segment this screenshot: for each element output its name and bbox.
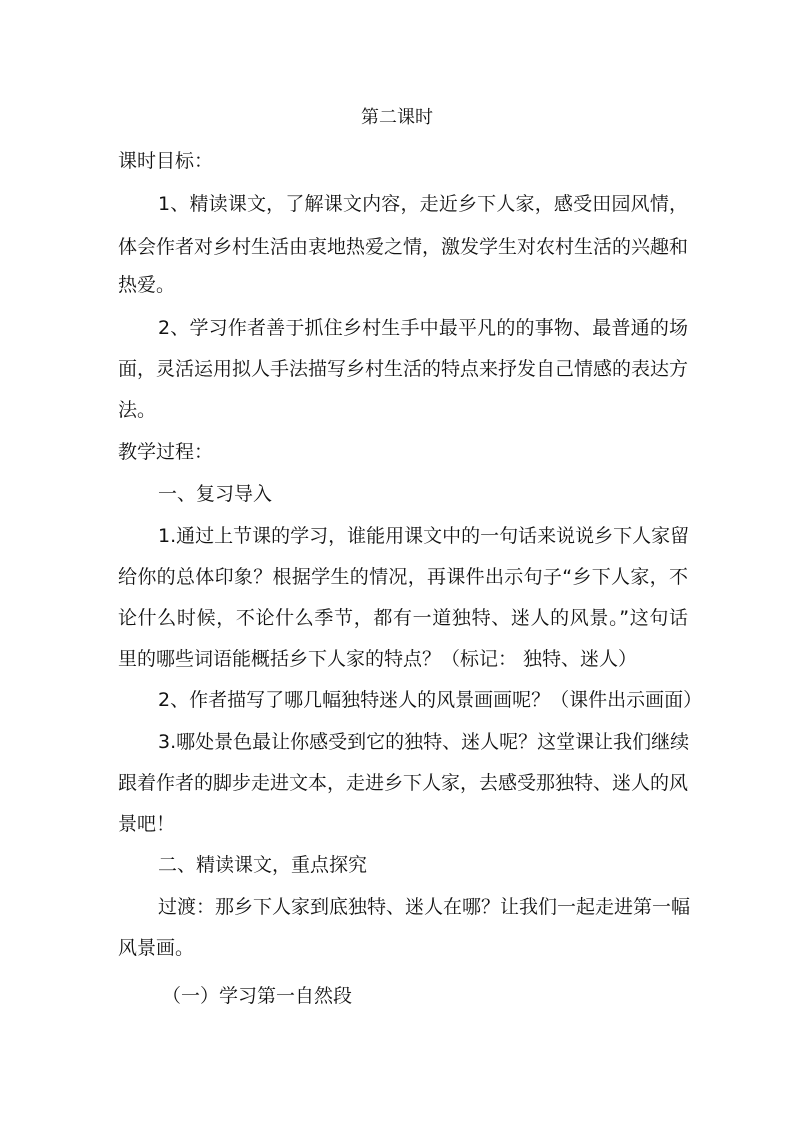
- objective-2-line-1: 2、学习作者善于抓住乡村生手中最平凡的的事物、最普通的场: [158, 317, 688, 339]
- section-1-para-1-line-1: 1.通过上节课的学习，谁能用课文中的一句话来说说乡下人家留: [158, 525, 690, 547]
- objective-2-line-2: 面，灵活运用拟人手法描写乡村生活的特点来抒发自己情感的表达方: [118, 358, 689, 380]
- objective-2-line-3: 法。: [118, 399, 157, 421]
- objective-1-line-3: 热爱。: [118, 274, 176, 296]
- section-1-para-3-line-1: 3.哪处景色最让你感受到它的独特、迷人呢？这堂课让我们继续: [158, 731, 690, 753]
- objective-1-line-1: 1、精读课文，了解课文内容，走近乡下人家，感受田园风情，: [158, 193, 688, 215]
- process-heading: 教学过程：: [118, 441, 214, 463]
- section-2-heading: 二、精读课文，重点探究: [158, 854, 368, 876]
- section-1-para-1-line-3: 论什么时候，不论什么季节，都有一道独特、迷人的风景。”这句话: [118, 607, 688, 629]
- section-1-para-3-line-3: 景吧！: [118, 813, 176, 835]
- section-1-heading: 一、复习导入: [158, 483, 273, 505]
- page-title: 第二课时: [361, 107, 433, 128]
- section-1-para-1-line-2: 给你的总体印象？根据学生的情况，再课件出示句子“乡下人家，不: [118, 566, 688, 588]
- objective-1-line-2: 体会作者对乡村生活由衷地热爱之情，激发学生对农村生活的兴趣和: [118, 236, 689, 258]
- section-1-para-1-line-4: 里的哪些词语能概括乡下人家的特点？（标记： 独特、迷人）: [118, 648, 638, 670]
- section-2-transition-line-1: 过渡：那乡下人家到底独特、迷人在哪？让我们一起走进第一幅: [158, 896, 691, 918]
- section-1-para-3-line-2: 跟着作者的脚步走进文本，走进乡下人家，去感受那独特、迷人的风: [118, 772, 689, 794]
- section-2-transition-line-2: 风景画。: [118, 937, 195, 959]
- objectives-heading: 课时目标：: [118, 150, 214, 172]
- section-1-para-2-line-1: 2、作者描写了哪几幅独特迷人的风景画画呢？（课件出示画面）: [158, 689, 703, 711]
- section-2-subheading-1: （一）学习第一自然段: [162, 985, 353, 1007]
